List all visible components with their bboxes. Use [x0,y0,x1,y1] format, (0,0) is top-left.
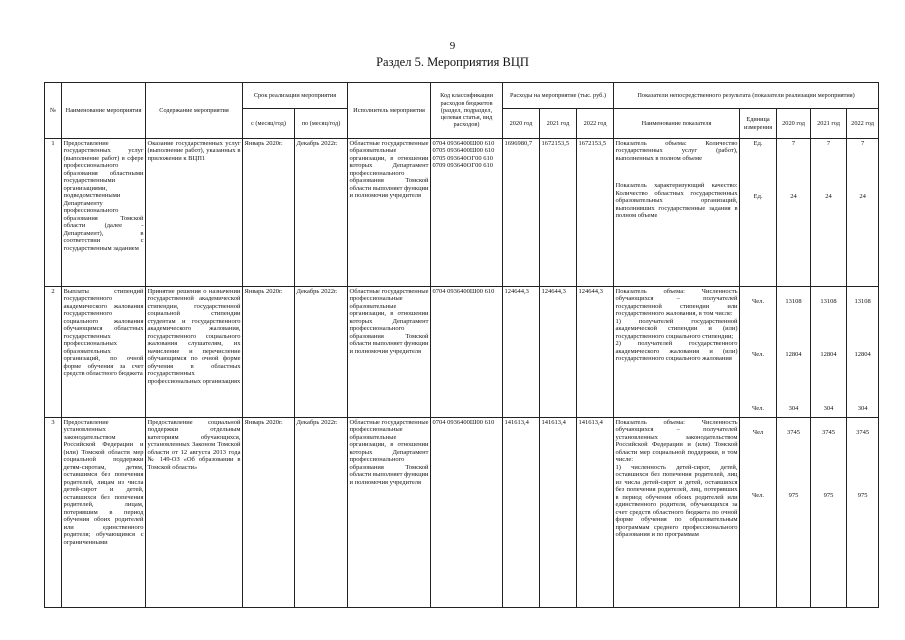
row-exp-2022: 124644,3 [577,287,614,418]
row-code: 0705 093640ОГ00 610 [432,154,493,162]
row-from: Январь 2020г. [243,418,295,608]
indicator-unit: Ед. [753,193,763,201]
indicator-names [614,287,740,418]
page-number: 9 [449,40,456,52]
indicator-value: 3745 [787,429,801,436]
indicator-value: 12804 [820,351,837,359]
row-code: 0704 0936400Ш00 610 [432,288,495,295]
indicator-unit: Чел [752,429,764,436]
header-name: Наименование мероприятия [62,83,146,139]
indicator-value: 7 [791,140,796,147]
header-ind-unit: Единица измерения [740,109,777,139]
row-code: 0705 0936400Ш00 610 [432,147,495,155]
indicator-unit: Чел. [752,351,765,359]
header-ind-name: Наименование показателя [614,109,740,139]
indicator-units [740,139,777,287]
indicator-units [740,418,777,608]
row-num: 3 [45,418,62,608]
row-name: Предоставление установленных законодательством Российской Федерации и (или) Томской области мер социальной поддержки детям-сиротам, детям, оставшимся без попечения родителей, лицам из числа детей-сирот и детей, оставшихся без попечения родителей, лицам, потерявшим в период обучения обоих родителей или единственного родителя; обучающимся с ограниченными [62,418,146,608]
row-code: 0704 0936400Ш00 610 [432,419,495,426]
indicator-2020 [777,418,811,608]
row-content: Оказание государственных услуг (выполнение работ), указанных в приложении к ВЦП1 [146,139,243,287]
indicator-name: Показатель объема: Численность обучающихся – получателей государственной стипендии или государственного жалования, в том числе: [615,288,738,318]
row-exp-2020: 1696980,7 [503,139,540,287]
indicator-value: 24 [790,193,797,201]
row-codes [431,418,503,608]
row-content: Предоставление социальной поддержки отдельным категориям обучающихся, установленных Законом Томской области от 12 августа 2013 года № 149-ОЗ «Об образовании в Томской области» [146,418,243,608]
header-period-to: по (месяц/год) [295,109,348,139]
indicator-names [614,418,740,608]
header-code: Код классификации расходов бюджетов (раздел, подраздел, целевая статья, вид расходов) [431,83,503,139]
indicator-2020 [777,139,811,287]
indicator-2021 [811,287,847,418]
header-exp-2022: 2022 год [577,109,614,139]
header-exp-2021: 2021 год [540,109,577,139]
indicator-unit: Чел. [752,404,765,412]
indicator-2022 [847,418,879,608]
indicator-value: 304 [788,404,799,412]
row-exp-2021: 141613,4 [540,418,577,608]
table-row [45,139,879,287]
row-to: Декабрь 2022г. [295,418,348,608]
indicator-value: 975 [823,492,834,500]
indicator-value: 13108 [854,298,871,305]
header-executor: Исполнитель мероприятия [348,83,431,139]
row-from: Январь 2020г. [243,287,295,418]
header-ind-2020: 2020 год [777,109,811,139]
row-num: 2 [45,287,62,418]
indicator-name: 2) получателей государственного академического жалования и (или) государственного социального жалования [615,340,738,363]
row-from: Январь 2020г. [243,139,295,287]
indicator-value: 3745 [856,429,870,436]
indicator-names [614,139,740,287]
header-period-from: с (месяц/год) [243,109,295,139]
indicator-2021 [811,418,847,608]
indicator-unit: Ед. [753,140,763,147]
header-period: Срок реализации мероприятия [243,83,348,109]
table-row [45,418,879,608]
indicator-value: 13108 [785,298,802,305]
indicator-units [740,287,777,418]
row-name: Предоставление государственных услуг (выполнение работ) в сфере профессионального образования областными государственными организациями, подведомственными Департаменту профессионального образования Томской области (далее - Департамент), в соответствии с государственным заданием [62,139,146,287]
indicator-unit: Чел. [752,298,765,305]
row-executor: Областные государственные профессиональные образовательные организации, в отношении которых Департамент профессионального образования Томской области выполняет функции и полномочия учредителя [348,418,431,608]
indicator-value: 3745 [822,429,836,436]
row-content: Принятие решения о назначении государственной академической стипендии, государственной социальной стипендии студентам и государственного академического жалования, государственного социального жалования слушателям, их начисление и перечисление обучающимся по очной форме обучения в областных государственных профессиональных организациях [146,287,243,418]
row-num: 1 [45,139,62,287]
row-name: Выплаты стипендий государственного академического жалования государственного социального жалования обучающимся областных государственных профессиональных образовательных организаций, по очной форме обучения за счет средств областного бюджета [62,287,146,418]
indicator-2020 [777,287,811,418]
header-num: № [45,83,62,139]
header-ind-2021: 2021 год [811,109,847,139]
indicator-unit: Чел. [752,492,765,500]
row-executor: Областные государственные профессиональные образовательные организации, в отношении которых Департамент профессионального образования Томской области выполняет функции и полномочия учредителя [348,287,431,418]
row-exp-2020: 124644,3 [503,287,540,418]
indicator-2021 [811,139,847,287]
row-to: Декабрь 2022г. [295,287,348,418]
indicator-name: Показатель объема: Количество государственных услуг (работ), выполненных в полном объеме [615,140,738,162]
indicator-value: 24 [825,193,832,201]
row-exp-2022: 141613,4 [577,418,614,608]
indicator-value: 24 [859,193,866,201]
row-exp-2020: 141613,4 [503,418,540,608]
indicator-2022 [847,139,879,287]
indicator-value: 12804 [854,351,871,359]
indicator-value: 7 [826,140,831,147]
row-exp-2022: 1672153,5 [577,139,614,287]
header-content: Содержание мероприятия [146,83,243,139]
indicator-2022 [847,287,879,418]
row-exp-2021: 1672153,5 [540,139,577,287]
header-exp-2020: 2020 год [503,109,540,139]
indicator-value: 12804 [785,351,802,359]
indicator-name: 1) получателей государственной академической стипендии и (или) государственного социального стипендии; [615,317,738,340]
indicator-name: Показатель характеризующий качество: Количество областных государственных образовательных организаций, выполнивших государственные задания в полном объеме [615,182,738,220]
indicator-value: 975 [857,492,868,500]
row-code: 0704 0936400Ш00 610 [432,140,495,147]
indicator-value: 304 [823,404,834,412]
indicator-value: 975 [788,492,799,500]
activities-table [44,82,879,608]
indicator-value: 7 [860,140,865,147]
header-ind-2022: 2022 год [847,109,879,139]
row-executor: Областные государственные образовательные организации, в отношении которых Департамент профессионального образования Томской области выполняет функции и полномочия учредителя [348,139,431,287]
table-row [45,287,879,418]
indicator-value: 13108 [820,298,837,305]
row-exp-2021: 124644,3 [540,287,577,418]
row-codes [431,139,503,287]
row-to: Декабрь 2022г. [295,139,348,287]
indicator-name: 1) численность детей-сирот, детей, оставшихся без попечения родителей, лиц из числа детей-сирот и детей, оставшихся без попечения родителей, лиц, потерявших в период обучения обоих родителей или единственного родителя, обучающихся за счет средств областного бюджета по очной форме обучения по образовательным программам среднего профессионального образования и по программам [615,463,738,539]
row-code: 0709 093640ОГ00 610 [432,162,493,170]
header-indicators: Показатели непосредственного результата (показатели реализации мероприятия) [614,83,879,109]
indicator-name: Показатель объема: Численность обучающихся – получателей установленных законодательством Российской Федерации и (или) Томской области мер социальной поддержки, в том числе: [615,419,738,464]
row-codes [431,287,503,418]
indicator-value: 304 [857,404,868,412]
section-title: Раздел 5. Мероприятия ВЦП [376,55,529,69]
header-expenses: Расходы на мероприятие (тыс. руб.) [503,83,614,109]
